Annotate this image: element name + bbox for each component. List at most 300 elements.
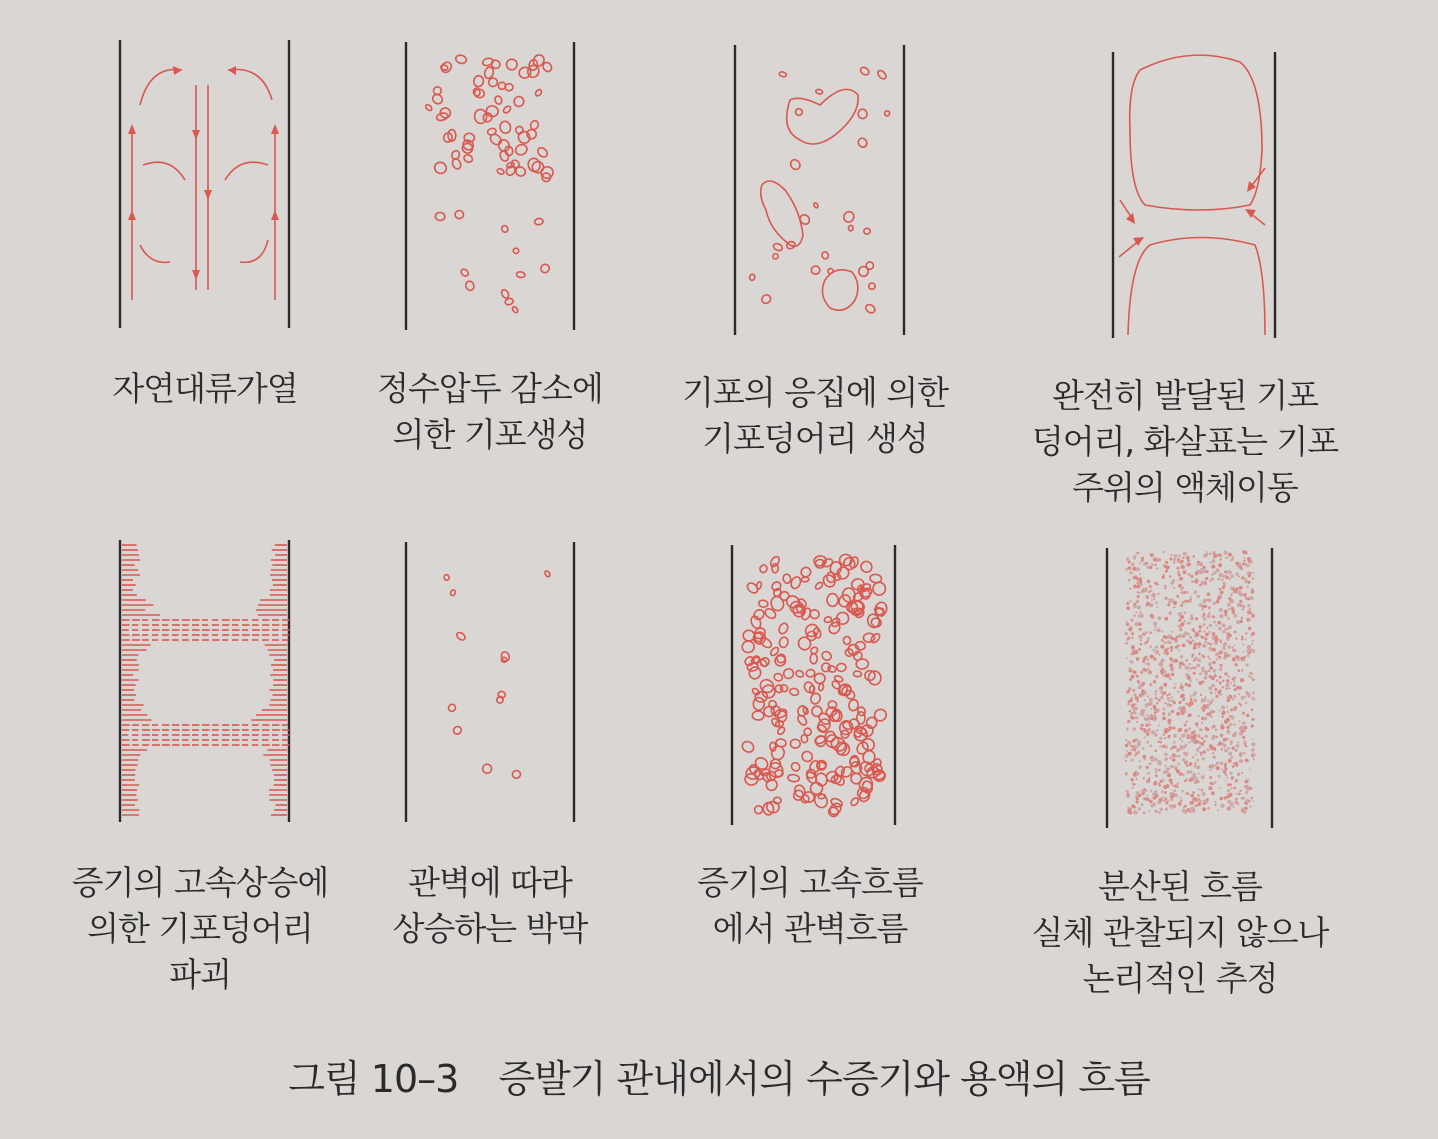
mist-dot (1222, 623, 1226, 627)
mist-dot (1215, 764, 1217, 766)
mist-dot (1207, 642, 1209, 644)
mist-dot (1156, 606, 1158, 608)
mist-dot (1203, 656, 1205, 658)
mist-dot (1127, 730, 1129, 732)
mist-dot (1178, 706, 1182, 710)
mist-dot (1130, 812, 1133, 815)
mist-dot (1198, 643, 1201, 646)
caption-line: 정수압두 감소에 (377, 369, 603, 408)
mist-dot (1145, 724, 1148, 727)
mist-dot (1252, 698, 1255, 701)
mist-dot (1234, 787, 1237, 790)
mist-dot (1201, 615, 1203, 617)
mist-dot (1191, 736, 1194, 739)
mist-dot (1203, 646, 1205, 648)
mist-dot (1226, 730, 1230, 734)
mist-dot (1228, 759, 1232, 763)
mist-dot (1195, 740, 1199, 744)
mist-dot (1168, 612, 1172, 616)
mist-dot (1131, 636, 1134, 639)
mist-dot (1243, 656, 1246, 659)
mist-dot (1228, 625, 1232, 629)
mist-dot (1178, 574, 1181, 577)
mist-dot (1140, 712, 1144, 716)
mist-dot (1158, 783, 1160, 785)
mist-dot (1233, 695, 1236, 698)
mist-dot (1167, 697, 1170, 700)
mist-dot (1219, 668, 1222, 671)
mist-dot (1159, 808, 1163, 812)
mist-dot (1155, 697, 1158, 700)
mist-dot (1225, 614, 1228, 617)
mist-dot (1183, 570, 1187, 574)
mist-dot (1213, 557, 1215, 559)
mist-dot (1224, 764, 1227, 767)
mist-dot (1143, 797, 1146, 800)
mist-dot (1149, 702, 1153, 706)
mist-dot (1235, 562, 1238, 565)
mist-dot (1169, 757, 1171, 759)
mist-dot (1193, 646, 1197, 650)
mist-dot (1204, 670, 1208, 674)
mist-dot (1181, 790, 1184, 793)
mist-dot (1160, 696, 1164, 700)
mist-dot (1156, 567, 1158, 569)
mist-dot (1197, 751, 1199, 753)
mist-dot (1211, 698, 1214, 701)
mist-dot (1221, 748, 1223, 750)
mist-dot (1187, 793, 1189, 795)
mist-dot (1143, 755, 1147, 759)
mist-dot (1242, 722, 1245, 725)
mist-dot (1182, 758, 1185, 761)
mist-dot (1209, 643, 1211, 645)
mist-dot (1174, 659, 1178, 663)
caption-line: 의한 기포덩어리 (87, 909, 313, 948)
mist-dot (1250, 597, 1253, 600)
mist-dot (1147, 597, 1149, 599)
mist-dot (1162, 551, 1164, 553)
mist-dot (1243, 593, 1246, 596)
mist-dot (1131, 563, 1135, 567)
mist-dot (1228, 553, 1232, 557)
mist-dot (1193, 699, 1197, 703)
mist-dot (1226, 706, 1228, 708)
mist-dot (1215, 653, 1219, 657)
mist-dot (1183, 710, 1187, 714)
mist-dot (1155, 768, 1158, 771)
mist-dot (1231, 756, 1233, 758)
mist-dot (1243, 659, 1245, 661)
mist-dot (1247, 597, 1250, 600)
mist-dot (1219, 614, 1223, 618)
mist-dot (1128, 566, 1131, 569)
mist-dot (1166, 767, 1169, 770)
mist-dot (1132, 783, 1134, 785)
mist-dot (1242, 608, 1244, 610)
mist-dot (1227, 696, 1229, 698)
mist-dot (1192, 639, 1195, 642)
mist-dot (1192, 628, 1195, 631)
mist-dot (1140, 671, 1143, 674)
mist-dot (1171, 710, 1174, 713)
mist-dot (1147, 662, 1151, 666)
mist-dot (1130, 653, 1132, 655)
mist-dot (1222, 630, 1225, 633)
mist-dot (1133, 555, 1136, 558)
mist-dot (1169, 778, 1173, 782)
mist-dot (1182, 811, 1184, 813)
mist-dot (1220, 797, 1223, 800)
mist-dot (1163, 770, 1167, 774)
mist-dot (1194, 591, 1197, 594)
mist-dot (1228, 747, 1230, 749)
mist-dot (1148, 810, 1150, 812)
mist-dot (1170, 599, 1174, 603)
mist-dot (1213, 669, 1216, 672)
mist-dot (1241, 696, 1245, 700)
mist-dot (1171, 765, 1174, 768)
mist-dot (1155, 601, 1158, 604)
mist-dot (1228, 687, 1230, 689)
mist-dot (1145, 706, 1147, 708)
mist-dot (1158, 653, 1160, 655)
mist-dot (1163, 651, 1166, 654)
mist-dot (1147, 580, 1151, 584)
mist-dot (1154, 629, 1156, 631)
mist-dot (1177, 783, 1179, 785)
mist-dot (1137, 700, 1139, 702)
mist-dot (1140, 639, 1142, 641)
mist-dot (1169, 642, 1172, 645)
mist-dot (1184, 729, 1188, 733)
mist-dot (1210, 710, 1214, 714)
mist-dot (1213, 602, 1216, 605)
mist-dot (1222, 686, 1224, 688)
mist-dot (1222, 680, 1224, 682)
mist-dot (1180, 662, 1184, 666)
mist-dot (1136, 552, 1139, 555)
mist-dot (1211, 764, 1215, 768)
mist-dot (1242, 736, 1245, 739)
mist-dot (1131, 787, 1133, 789)
mist-dot (1252, 572, 1254, 574)
mist-dot (1239, 565, 1242, 568)
mist-dot (1203, 601, 1205, 603)
mist-dot (1167, 719, 1171, 723)
mist-dot (1226, 679, 1230, 683)
mist-dot (1216, 766, 1220, 770)
mist-dot (1247, 651, 1249, 653)
mist-dot (1216, 762, 1219, 765)
mist-dot (1208, 662, 1212, 666)
caption-line: 증기의 고속상승에 (71, 863, 329, 902)
mist-dot (1201, 581, 1203, 583)
mist-dot (1218, 691, 1221, 694)
mist-dot (1192, 756, 1194, 758)
caption-climbing-film (320, 860, 660, 952)
mist-dot (1165, 808, 1168, 811)
mist-dot (1170, 782, 1172, 784)
mist-dot (1136, 585, 1140, 589)
mist-dot (1163, 799, 1165, 801)
mist-dot (1199, 742, 1202, 745)
mist-dot (1190, 596, 1192, 598)
mist-dot (1163, 641, 1166, 644)
mist-dot (1234, 688, 1237, 691)
mist-dot (1223, 551, 1227, 555)
mist-dot (1184, 620, 1186, 622)
mist-dot (1227, 726, 1230, 729)
mist-dot (1202, 792, 1206, 796)
mist-dot (1170, 747, 1173, 750)
mist-dot (1164, 757, 1168, 761)
mist-dot (1239, 586, 1243, 590)
mist-dot (1131, 704, 1135, 708)
mist-dot (1153, 680, 1156, 683)
mist-dot (1178, 619, 1181, 622)
mist-dot (1147, 772, 1150, 775)
mist-dot (1207, 807, 1210, 810)
mist-dot (1193, 672, 1196, 675)
mist-dot (1202, 757, 1205, 760)
mist-dot (1202, 680, 1205, 683)
mist-dot (1212, 632, 1216, 636)
mist-dot (1147, 566, 1150, 569)
mist-dot (1163, 574, 1165, 576)
mist-dot (1248, 646, 1251, 649)
mist-dot (1193, 555, 1195, 557)
mist-dot (1233, 806, 1235, 808)
mist-dot (1182, 689, 1184, 691)
mist-dot (1188, 727, 1191, 730)
mist-dot (1149, 745, 1152, 748)
mist-dot (1189, 762, 1193, 766)
mist-dot (1227, 699, 1231, 703)
mist-dot (1156, 628, 1160, 632)
mist-dot (1164, 617, 1168, 621)
mist-dot (1178, 802, 1182, 806)
mist-dot (1188, 685, 1190, 687)
mist-dot (1158, 762, 1162, 766)
mist-dot (1125, 642, 1128, 645)
mist-dot (1163, 675, 1165, 677)
mist-dot (1231, 776, 1234, 779)
mist-dot (1235, 663, 1238, 666)
caption-line: 분산된 흐름 (1098, 867, 1262, 906)
mist-dot (1230, 772, 1233, 775)
mist-dot (1126, 621, 1128, 623)
mist-dot (1137, 578, 1140, 581)
mist-dot (1246, 655, 1249, 658)
mist-dot (1173, 587, 1175, 589)
mist-dot (1154, 715, 1156, 717)
mist-dot (1244, 807, 1248, 811)
caption-line: 완전히 발달된 기포 (1051, 376, 1318, 415)
mist-dot (1186, 760, 1188, 762)
mist-dot (1224, 720, 1228, 724)
mist-dot (1212, 560, 1216, 564)
mist-dot (1219, 608, 1223, 612)
mist-dot (1204, 734, 1208, 738)
mist-dot (1222, 647, 1225, 650)
mist-dot (1224, 571, 1227, 574)
mist-dot (1158, 769, 1160, 771)
mist-dot (1191, 617, 1195, 621)
mist-dot (1173, 562, 1175, 564)
mist-dot (1210, 693, 1212, 695)
mist-dot (1203, 704, 1207, 708)
mist-dot (1127, 690, 1130, 693)
mist-dot (1203, 613, 1206, 616)
mist-dot (1210, 703, 1212, 705)
mist-dot (1225, 687, 1227, 689)
mist-dot (1149, 698, 1153, 702)
mist-dot (1217, 578, 1220, 581)
mist-dot (1190, 811, 1192, 813)
mist-dot (1210, 666, 1213, 669)
mist-dot (1128, 700, 1131, 703)
mist-dot (1180, 800, 1182, 802)
mist-dot (1231, 558, 1234, 561)
mist-dot (1250, 787, 1253, 790)
mist-dot (1164, 730, 1168, 734)
mist-dot (1139, 760, 1141, 762)
mist-dot (1188, 713, 1192, 717)
mist-dot (1165, 745, 1168, 748)
mist-dot (1238, 576, 1240, 578)
mist-dot (1187, 735, 1189, 737)
mist-dot (1250, 676, 1252, 678)
mist-dot (1136, 582, 1139, 585)
mist-dot (1178, 701, 1181, 704)
mist-dot (1209, 675, 1212, 678)
caption-bubble-generation (320, 366, 660, 458)
mist-dot (1133, 693, 1136, 696)
mist-dot (1196, 679, 1198, 681)
mist-dot (1177, 559, 1181, 563)
mist-dot (1164, 753, 1168, 757)
mist-dot (1230, 594, 1232, 596)
mist-dot (1216, 568, 1220, 572)
mist-dot (1144, 691, 1147, 694)
mist-dot (1200, 789, 1203, 792)
mist-dot (1214, 673, 1216, 675)
mist-dot (1126, 602, 1129, 605)
mist-dot (1207, 593, 1211, 597)
mist-dot (1152, 793, 1155, 796)
mist-dot (1228, 633, 1232, 637)
mist-dot (1172, 579, 1176, 583)
mist-dot (1208, 647, 1212, 651)
mist-dot (1183, 591, 1186, 594)
mist-dot (1131, 778, 1134, 781)
mist-dot (1219, 651, 1223, 655)
mist-dot (1189, 641, 1193, 645)
mist-dot (1162, 779, 1165, 782)
mist-dot (1129, 678, 1132, 681)
mist-dot (1212, 752, 1214, 754)
mist-dot (1197, 735, 1200, 738)
mist-dot (1244, 696, 1246, 698)
mist-dot (1165, 561, 1168, 564)
mist-dot (1134, 576, 1137, 579)
mist-dot (1233, 609, 1235, 611)
mist-dot (1229, 715, 1231, 717)
mist-dot (1136, 721, 1138, 723)
mist-dot (1135, 696, 1139, 700)
mist-dot (1227, 617, 1230, 620)
mist-dot (1228, 570, 1232, 574)
mist-dot (1129, 710, 1131, 712)
mist-dot (1215, 804, 1217, 806)
mist-dot (1148, 591, 1150, 593)
mist-dot (1162, 645, 1164, 647)
mist-dot (1177, 579, 1179, 581)
mist-dot (1214, 749, 1216, 751)
mist-dot (1168, 693, 1170, 695)
mist-dot (1187, 676, 1191, 680)
mist-dot (1243, 811, 1246, 814)
mist-dot (1246, 551, 1248, 553)
mist-dot (1241, 797, 1244, 800)
mist-dot (1185, 721, 1188, 724)
mist-dot (1220, 559, 1222, 561)
figure-number: 그림 10–3 (288, 1057, 459, 1101)
mist-dot (1131, 749, 1134, 752)
mist-dot (1125, 744, 1128, 747)
mist-dot (1199, 672, 1202, 675)
mist-dot (1152, 649, 1155, 652)
mist-dot (1170, 554, 1172, 556)
mist-dot (1136, 800, 1139, 803)
mist-dot (1139, 611, 1142, 614)
mist-dot (1162, 717, 1166, 721)
mist-dot (1205, 633, 1209, 637)
mist-dot (1193, 659, 1196, 662)
mist-dot (1199, 746, 1201, 748)
figure-title: 증발기 관내에서의 수증기와 용액의 흐름 (498, 1057, 1150, 1101)
mist-dot (1232, 678, 1235, 681)
mist-dot (1159, 745, 1161, 747)
figure-caption (0, 1048, 1438, 1103)
mist-dot (1209, 776, 1212, 779)
mist-dot (1180, 560, 1183, 563)
mist-dot (1189, 770, 1192, 773)
mist-dot (1133, 615, 1136, 618)
mist-dot (1227, 603, 1231, 607)
mist-dot (1180, 604, 1183, 607)
mist-dot (1136, 797, 1139, 800)
mist-dot (1205, 727, 1208, 730)
mist-dot (1186, 764, 1189, 767)
mist-dot (1174, 554, 1178, 558)
mist-dot (1220, 555, 1223, 558)
mist-dot (1158, 724, 1160, 726)
caption-dispersed-flow (995, 864, 1365, 1002)
mist-dot (1155, 774, 1158, 777)
mist-dot (1195, 754, 1197, 756)
mist-dot (1143, 812, 1145, 814)
mist-dot (1219, 676, 1222, 679)
mist-dot (1232, 647, 1234, 649)
mist-dot (1162, 564, 1164, 566)
mist-dot (1230, 743, 1232, 745)
mist-dot (1145, 717, 1149, 721)
mist-dot (1202, 807, 1206, 811)
mist-dot (1145, 663, 1147, 665)
mist-dot (1252, 753, 1255, 756)
